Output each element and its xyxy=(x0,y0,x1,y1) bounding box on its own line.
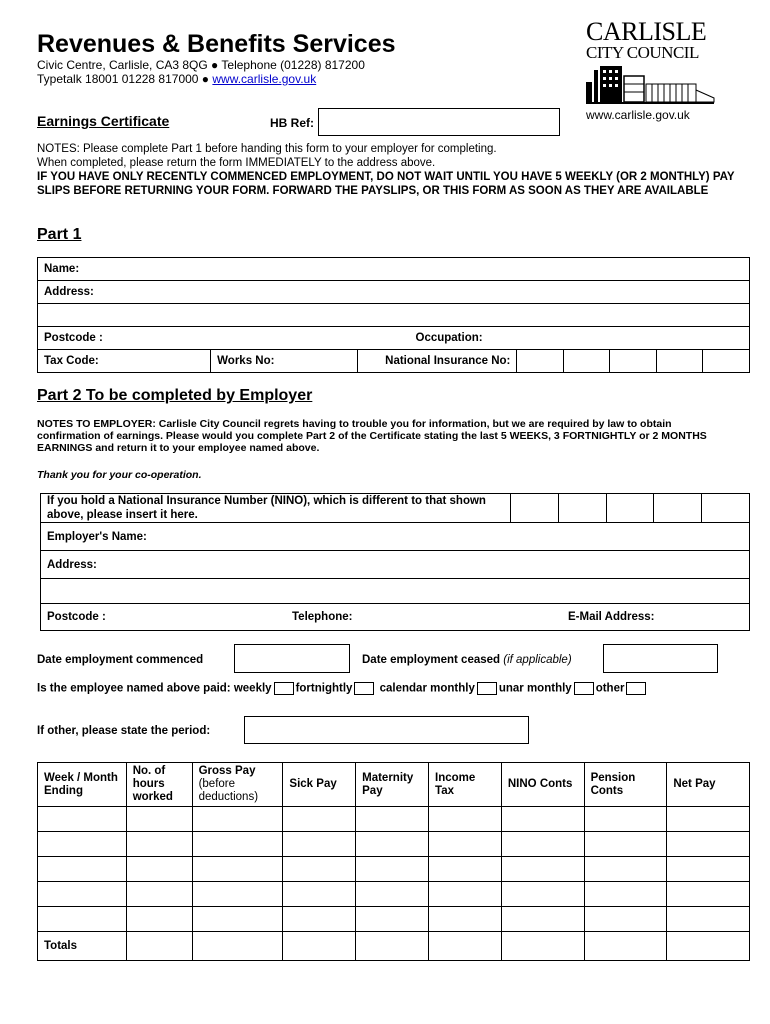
ni-no-label: National Insurance No: xyxy=(357,350,517,373)
hb-ref-label: HB Ref: xyxy=(270,116,314,130)
part1-table xyxy=(37,257,750,373)
other-label: other xyxy=(595,682,625,695)
col-hours: No. of hours worked xyxy=(126,763,192,807)
date-ceased-note: (if applicable) xyxy=(503,654,572,666)
typetalk-line xyxy=(37,72,316,86)
address-line2-field[interactable] xyxy=(38,304,750,327)
gross-pay-label: Gross Pay xyxy=(198,765,256,777)
occupation-label: Occupation: xyxy=(415,332,483,344)
pay-frequency-row xyxy=(37,682,648,695)
part2-heading: Part 2 To be completed by Employer xyxy=(37,387,313,404)
col-pension-conts: Pension Conts xyxy=(584,763,667,807)
logo-line1: CARLISLE xyxy=(586,17,707,46)
date-ceased-label xyxy=(362,654,572,666)
page-title: Revenues & Benefits Services xyxy=(37,30,396,58)
col-nino-conts: NINO Conts xyxy=(501,763,584,807)
certificate-title: Earnings Certificate xyxy=(37,113,170,129)
hb-ref-input[interactable] xyxy=(318,108,560,136)
lunar-monthly-label: unar monthly xyxy=(498,682,572,695)
date-commenced-label: Date employment commenced xyxy=(37,654,204,666)
notes-line1: NOTES: Please complete Part 1 before handing this form to your employer for completing. xyxy=(37,143,497,155)
thanks-text: Thank you for your co-operation. xyxy=(37,469,202,481)
tax-code-field[interactable]: Tax Code: xyxy=(38,350,211,373)
date-ceased-text: Date employment ceased xyxy=(362,654,501,666)
other-checkbox[interactable] xyxy=(626,682,646,695)
address-line: Civic Centre, Carlisle, CA3 8QG ● Telephone (01228) 817200 xyxy=(37,58,365,72)
lunar-monthly-checkbox[interactable] xyxy=(574,682,594,695)
nino-box[interactable] xyxy=(511,494,559,523)
table-row xyxy=(38,832,750,857)
email-label: E-Mail Address: xyxy=(568,611,655,623)
nino-box[interactable] xyxy=(654,494,702,523)
ni-box[interactable] xyxy=(703,350,750,373)
table-row xyxy=(38,857,750,882)
employer-address-line2[interactable] xyxy=(41,579,750,604)
nino-box[interactable] xyxy=(606,494,654,523)
table-row xyxy=(38,882,750,907)
table-row xyxy=(38,807,750,832)
col-sick-pay: Sick Pay xyxy=(283,763,356,807)
fortnightly-label: fortnightly xyxy=(295,682,353,695)
fortnightly-checkbox[interactable] xyxy=(354,682,374,695)
pay-frequency-question: Is the employee named above paid: weekly xyxy=(37,682,272,695)
employer-name-field[interactable]: Employer's Name: xyxy=(41,523,750,551)
date-ceased-input[interactable] xyxy=(603,644,718,673)
nino-box[interactable] xyxy=(702,494,750,523)
calendar-monthly-label: calendar monthly xyxy=(379,682,475,695)
ni-box[interactable] xyxy=(563,350,610,373)
ni-box[interactable] xyxy=(610,350,657,373)
ni-box[interactable] xyxy=(656,350,703,373)
website-link[interactable]: www.carlisle.gov.uk xyxy=(212,72,317,86)
col-maternity-pay: Maternity Pay xyxy=(356,763,429,807)
totals-label: Totals xyxy=(38,932,127,961)
col-net-pay: Net Pay xyxy=(667,763,750,807)
nino-question: If you hold a National Insurance Number (NINO), which is different to that shown above, please insert it here. xyxy=(41,494,511,523)
part1-heading: Part 1 xyxy=(37,226,82,243)
col-income-tax: Income Tax xyxy=(429,763,502,807)
totals-row xyxy=(38,932,750,961)
notes-line2: When completed, please return the form IMMEDIATELY to the address above. xyxy=(37,157,436,169)
col-week-ending: Week / Month Ending xyxy=(38,763,127,807)
date-commenced-input[interactable] xyxy=(234,644,350,673)
col-gross-pay xyxy=(192,763,283,807)
council-logo xyxy=(586,17,718,128)
civic-centre-icon xyxy=(586,64,716,106)
name-field[interactable]: Name: xyxy=(38,258,750,281)
postcode-occupation-row[interactable] xyxy=(38,327,750,350)
gross-pay-note: (before deductions) xyxy=(198,778,259,803)
logo-url: www.carlisle.gov.uk xyxy=(586,108,690,122)
address-field[interactable]: Address: xyxy=(38,281,750,304)
ni-box[interactable] xyxy=(517,350,564,373)
notes-warning: IF YOU HAVE ONLY RECENTLY COMMENCED EMPLOYMENT, DO NOT WAIT UNTIL YOU HAVE 5 WEEKLY (OR 2 MONTHLY) PAY SLIPS BEFORE RETURNING YOUR FORM. FORWARD THE PAYSLIPS, OR THIS FORM AS SOON AS THEY ARE AVAILABLE xyxy=(37,171,735,197)
logo-line2: CITY COUNCIL xyxy=(586,43,699,62)
weekly-checkbox[interactable] xyxy=(274,682,294,695)
postcode-label: Postcode : xyxy=(44,332,103,344)
employer-contact-row[interactable] xyxy=(41,604,750,631)
other-period-label: If other, please state the period: xyxy=(37,725,211,737)
part2-table xyxy=(40,493,750,631)
table-row xyxy=(38,907,750,932)
other-period-input[interactable] xyxy=(244,716,529,744)
pay-table xyxy=(37,762,750,961)
employer-postcode-label: Postcode : xyxy=(47,611,106,623)
works-no-field[interactable]: Works No: xyxy=(211,350,358,373)
calendar-monthly-checkbox[interactable] xyxy=(477,682,497,695)
employer-address-field[interactable]: Address: xyxy=(41,551,750,579)
telephone-label: Telephone: xyxy=(292,611,353,623)
employer-notes: NOTES TO EMPLOYER: Carlisle City Council regrets having to trouble you for information, but we are required by law to obtain confirmation of earnings. Please would you complete Part 2 of the Certificate stating the last 5 WEEKS, 3 FORTNIGHTLY or 2 MONTHS EARNINGS and return it to your employee named above. xyxy=(37,418,707,454)
typetalk-text: Typetalk 18001 01228 817000 ● xyxy=(37,72,213,86)
notes xyxy=(37,142,737,198)
nino-box[interactable] xyxy=(558,494,606,523)
